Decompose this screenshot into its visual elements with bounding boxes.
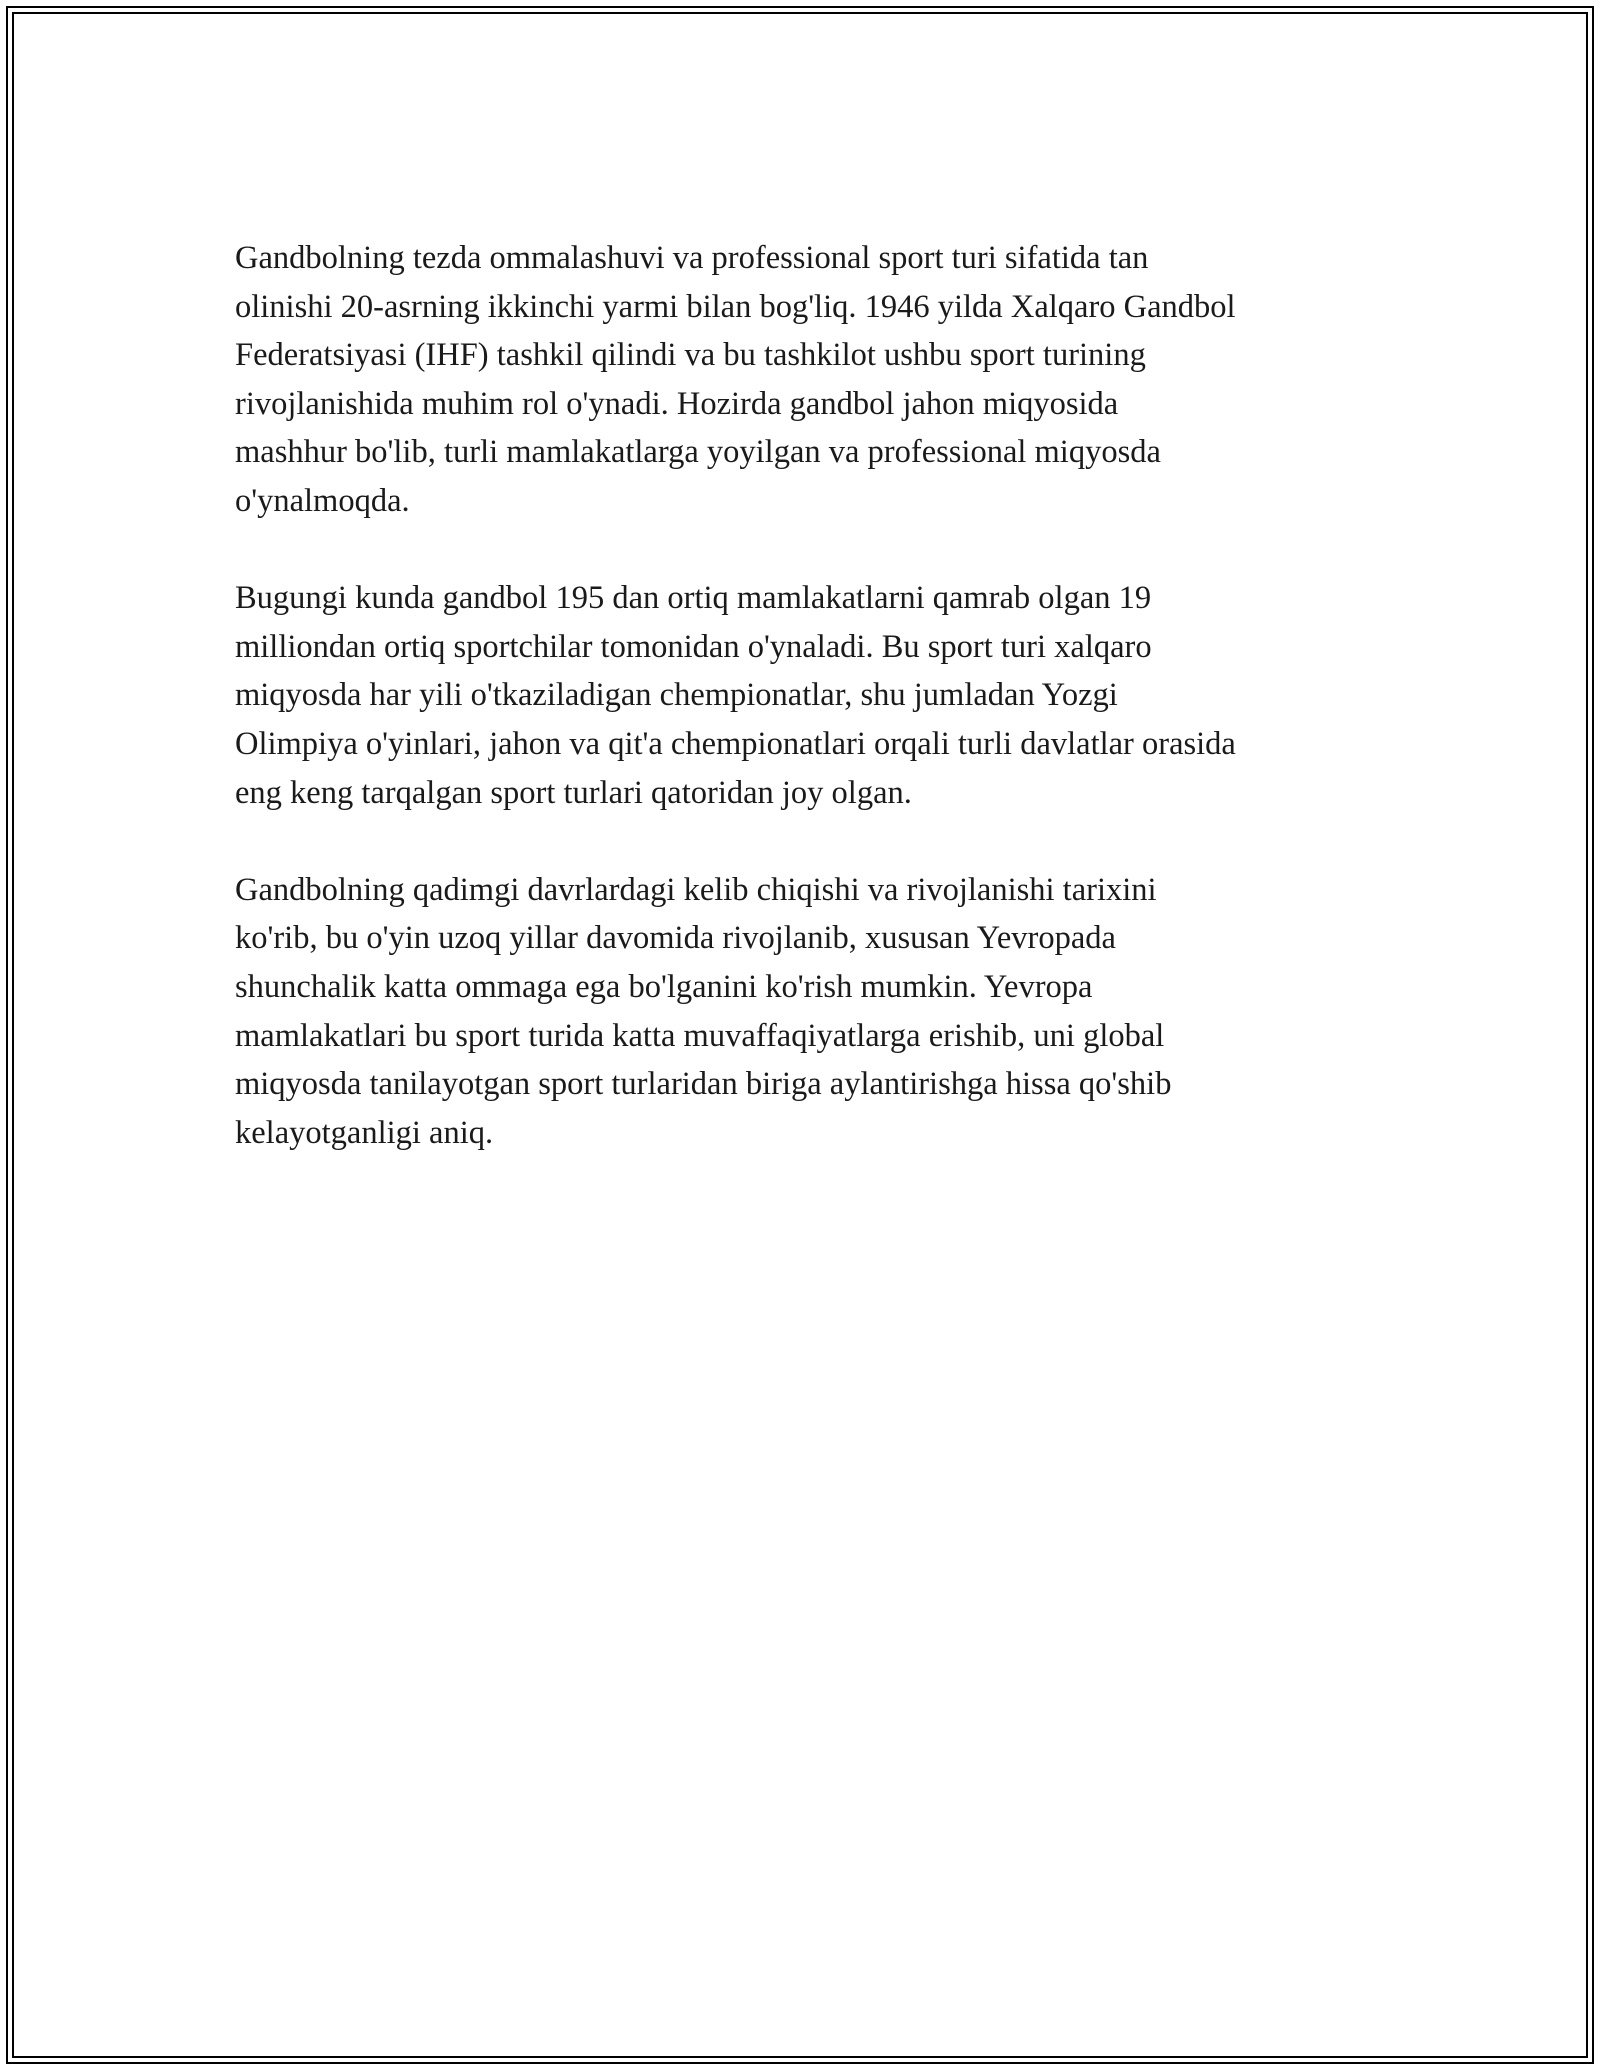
paragraph-line: shunchalik katta ommaga ega bo'lganini ko'rish mumkin. Yevropa: [235, 968, 1093, 1005]
document-body: [235, 234, 1375, 1206]
paragraph-1: [235, 234, 1375, 526]
paragraph-line: rivojlanishida muhim rol o'ynadi. Hozirda gandbol jahon miqyosida: [235, 385, 1119, 422]
paragraph-line: Bugungi kunda gandbol 195 dan ortiq mamlakatlarni qamrab olgan 19: [235, 580, 1152, 617]
paragraph-line: miqyosda har yili o'tkaziladigan chempionatlar, shu jumladan Yozgi: [235, 677, 1118, 714]
paragraph-3: [235, 866, 1375, 1158]
paragraph-line: mamlakatlari bu sport turida katta muvaffaqiyatlarga erishib, uni global: [235, 1017, 1165, 1054]
paragraph-line: Gandbolning qadimgi davrlardagi kelib chiqishi va rivojlanishi tarixini: [235, 871, 1157, 908]
paragraph-line: Gandbolning tezda ommalashuvi va professional sport turi sifatida tan: [235, 240, 1149, 276]
paragraph-line: eng keng tarqalgan sport turlari qatoridan joy olgan.: [235, 774, 912, 811]
paragraph-line: kelayotganligi aniq.: [235, 1114, 494, 1151]
paragraph-line: mashhur bo'lib, turli mamlakatlarga yoyilgan va professional miqyosda: [235, 434, 1161, 471]
paragraph-2: [235, 574, 1375, 817]
paragraph-line: olinishi 20-asrning ikkinchi yarmi bilan bog'liq. 1946 yilda Xalqaro Gandbol: [235, 288, 1236, 325]
paragraph-line: o'ynalmoqda.: [235, 482, 410, 519]
paragraph-line: ko'rib, bu o'yin uzoq yillar davomida rivojlanib, xususan Yevropada: [235, 920, 1116, 957]
paragraph-line: Federatsiyasi (IHF) tashkil qilindi va bu tashkilot ushbu sport turining: [235, 337, 1146, 374]
paragraph-line: miqyosda tanilayotgan sport turlaridan biriga aylantirishga hissa qo'shib: [235, 1066, 1172, 1103]
paragraph-line: milliondan ortiq sportchilar tomonidan o'ynaladi. Bu sport turi xalqaro: [235, 628, 1152, 665]
paragraph-line: Olimpiya o'yinlari, jahon va qit'a chempionatlari orqali turli davlatlar orasida: [235, 725, 1236, 762]
